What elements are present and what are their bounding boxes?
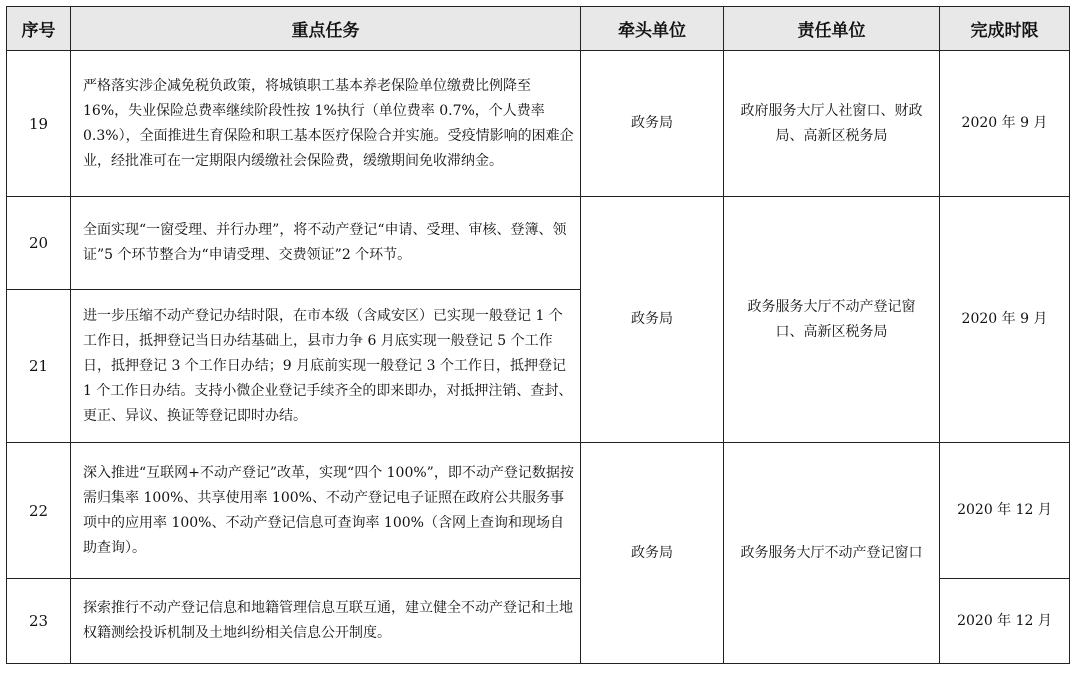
group-resp: 政务服务大厅不动产登记窗口 <box>724 443 940 664</box>
group-lead: 政务局 <box>581 197 724 443</box>
header-row <box>7 7 1070 51</box>
table-row <box>7 443 1070 579</box>
row-task: 全面实现“一窗受理、并行办理”，将不动产登记“申请、受理、审核、登簿、领证”5 个环节整合为“申请受理、交费领证”2 个环节。 <box>71 197 581 290</box>
header-resp: 责任单位 <box>724 7 940 51</box>
row-seq: 20 <box>7 197 71 290</box>
header-seq: 序号 <box>7 7 71 51</box>
row-resp: 政府服务大厅人社窗口、财政局、高新区税务局 <box>724 51 940 197</box>
task-table <box>6 6 1070 664</box>
header-lead: 牵头单位 <box>581 7 724 51</box>
row-deadline: 2020 年 9 月 <box>940 51 1070 197</box>
row-task: 探索推行不动产登记信息和地籍管理信息互联互通，建立健全不动产登记和土地权籍测绘投诉机制及土地纠纷相关信息公开制度。 <box>71 579 581 664</box>
row-task: 严格落实涉企减免税负政策，将城镇职工基本养老保险单位缴费比例降至 16%，失业保险总费率继续阶段性按 1%执行（单位费率 0.7%，个人费率 0.3%），全面推进生育保险和职工基本医疗保险合并实施。受疫情影响的困难企业，经批准可在一定期限内缓缴社会保险费，缓缴期间免收滞纳金。 <box>71 51 581 197</box>
header-deadline: 完成时限 <box>940 7 1070 51</box>
group-deadline: 2020 年 9 月 <box>940 197 1070 443</box>
group-lead: 政务局 <box>581 443 724 664</box>
row-seq: 21 <box>7 290 71 443</box>
group-resp: 政务服务大厅不动产登记窗口、高新区税务局 <box>724 197 940 443</box>
table-row <box>7 51 1070 197</box>
table-row <box>7 197 1070 290</box>
row-task: 深入推进“互联网+不动产登记”改革，实现“四个 100%”，即不动产登记数据按需归集率 100%、共享使用率 100%、不动产登记电子证照在政府公共服务事项中的应用率 100%、不动产登记信息可查询率 100%（含网上查询和现场自助查询）。 <box>71 443 581 579</box>
row-seq: 22 <box>7 443 71 579</box>
row-seq: 23 <box>7 579 71 664</box>
header-task: 重点任务 <box>71 7 581 51</box>
row-seq: 19 <box>7 51 71 197</box>
row-deadline: 2020 年 12 月 <box>940 579 1070 664</box>
row-task: 进一步压缩不动产登记办结时限，在市本级（含咸安区）已实现一般登记 1 个工作日，抵押登记当日办结基础上，县市力争 6 月底实现一般登记 5 个工作日，抵押登记 3 个工作日办结；9 月底前实现一般登记 3 个工作日，抵押登记 1 个工作日办结。支持小微企业登记手续齐全的即来即办，对抵押注销、查封、更正、异议、换证等登记即时办结。 <box>71 290 581 443</box>
row-lead: 政务局 <box>581 51 724 197</box>
row-deadline: 2020 年 12 月 <box>940 443 1070 579</box>
